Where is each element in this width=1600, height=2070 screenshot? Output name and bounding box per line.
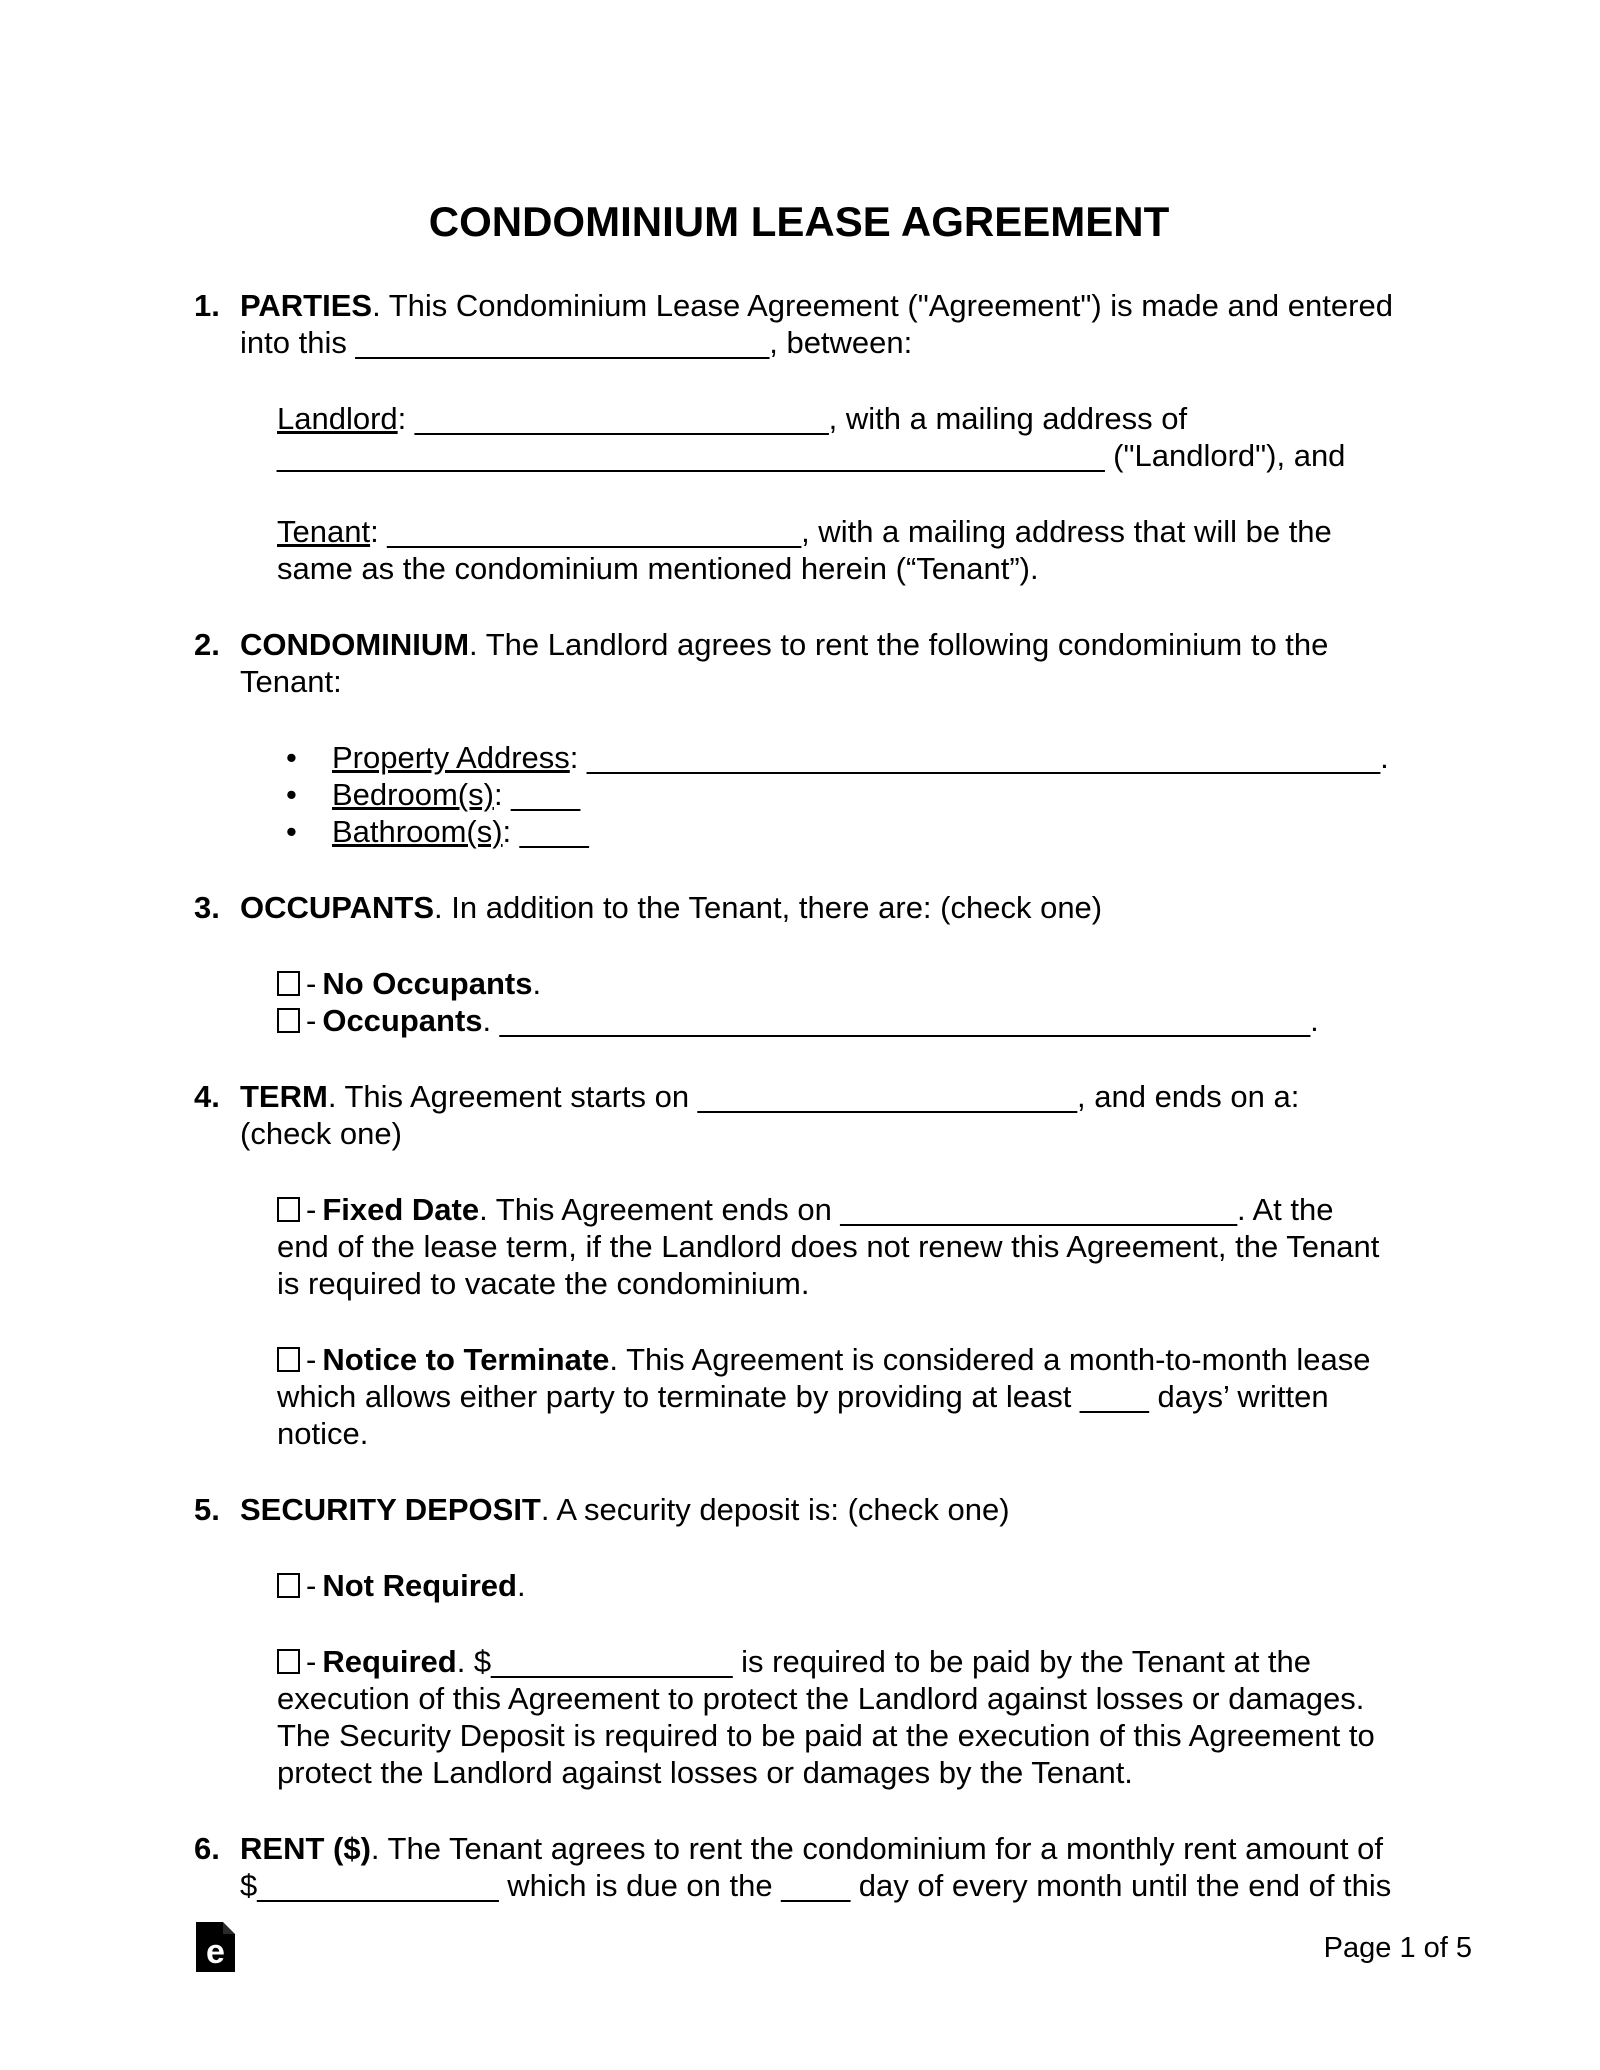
paragraph-line [277, 1643, 1480, 1680]
option-required [277, 1643, 1480, 1791]
bullet-icon: • [286, 740, 297, 775]
option-occupants [277, 1002, 1480, 1039]
option-text: . This Agreement ends on _______________________. At the [479, 1192, 1334, 1227]
section-number: 5. [194, 1492, 220, 1527]
paragraph-line: ________________________________________________ ("Landlord"), and [277, 438, 1346, 473]
section-text: . The Tenant agrees to rent the condominium for a monthly rent amount of [370, 1831, 1383, 1866]
bathrooms-blank: : ____ [502, 814, 589, 849]
bathrooms-item [286, 813, 1480, 850]
paragraph-line [194, 1491, 1480, 1528]
clause-text: : ________________________, with a mailing address of [397, 401, 1188, 436]
property-address-label: Property Address [332, 740, 570, 775]
section-text: . This Agreement starts on ______________________, and ends on a: [327, 1079, 1300, 1114]
paragraph-line: execution of this Agreement to protect the Landlord against losses or damages. [277, 1681, 1365, 1716]
option-fixed-date [277, 1191, 1480, 1302]
paragraph-line [277, 1191, 1480, 1228]
paragraph-line [194, 626, 1480, 663]
section-number: 1. [194, 288, 220, 323]
section-heading: RENT ($) [240, 1831, 371, 1866]
page-number: Page 1 of 5 [1323, 1932, 1472, 1964]
dash-separator: - [306, 1568, 317, 1603]
bullet-icon: • [286, 777, 297, 812]
property-address-item [286, 739, 1480, 776]
property-address-blank: : ______________________________________________. [569, 740, 1389, 775]
occupants-checkbox[interactable] [277, 1008, 300, 1033]
paragraph-line [194, 1830, 1480, 1867]
option-label: Not Required [322, 1568, 517, 1603]
section-number: 2. [194, 627, 220, 662]
option-text: . [532, 966, 542, 1001]
required-checkbox[interactable] [277, 1649, 300, 1674]
section-text: . This Condominium Lease Agreement ("Agreement") is made and entered [372, 288, 1393, 323]
section-heading: PARTIES [240, 288, 373, 323]
option-label: Occupants [322, 1003, 483, 1038]
paragraph-line: is required to vacate the condominium. [277, 1266, 810, 1301]
paragraph-line: same as the condominium mentioned herein (“Tenant”). [277, 551, 1039, 586]
paragraph-line [194, 287, 1480, 324]
tenant-label: Tenant [277, 514, 371, 549]
section-term [194, 1078, 1480, 1152]
option-label: Required [322, 1644, 457, 1679]
section-heading: SECURITY DEPOSIT [240, 1492, 541, 1527]
paragraph-line [194, 889, 1480, 926]
paragraph-line: notice. [277, 1416, 369, 1451]
bullet-icon: • [286, 814, 297, 849]
paragraph-line: (check one) [240, 1116, 402, 1151]
section-number: 6. [194, 1831, 220, 1866]
paragraph-line: which allows either party to terminate by providing at least ____ days’ written [277, 1379, 1329, 1414]
page-title: CONDOMINIUM LEASE AGREEMENT [428, 198, 1170, 245]
option-label: Notice to Terminate [322, 1342, 610, 1377]
section-heading: TERM [240, 1079, 328, 1114]
section-heading: OCCUPANTS [240, 890, 435, 925]
fixed-date-checkbox[interactable] [277, 1197, 300, 1222]
option-label: Fixed Date [322, 1192, 480, 1227]
option-text: . $______________ is required to be paid by the Tenant at the [456, 1644, 1312, 1679]
section-occupants [194, 889, 1480, 926]
section-text: . The Landlord agrees to rent the following condominium to the [469, 627, 1329, 662]
clause-text: : ________________________, with a mailing address that will be the [370, 514, 1332, 549]
dash-separator: - [306, 1003, 317, 1038]
condominium-detail-list [194, 739, 1480, 850]
dash-separator: - [306, 1192, 317, 1227]
option-text: . _______________________________________________. [482, 1003, 1319, 1038]
bedrooms-blank: : ____ [493, 777, 581, 812]
paragraph-line: into this ________________________, between: [240, 325, 913, 360]
occupants-options [277, 965, 1480, 1039]
bedrooms-label: Bedroom(s) [332, 777, 494, 812]
paragraph-line: Tenant: [240, 664, 342, 699]
paragraph-line: $______________ which is due on the ____ day of every month until the end of this [240, 1868, 1392, 1903]
section-condominium [194, 626, 1480, 700]
option-not-required [277, 1567, 1480, 1604]
bedrooms-item [286, 776, 1480, 813]
section-security-deposit [194, 1491, 1480, 1528]
eforms-logo-letter: e [206, 1933, 225, 1971]
section-heading: CONDOMINIUM [240, 627, 470, 662]
paragraph-line: protect the Landlord against losses or damages by the Tenant. [277, 1755, 1133, 1790]
paragraph-line [277, 513, 1480, 550]
bathrooms-label: Bathroom(s) [332, 814, 503, 849]
notice-to-terminate-checkbox[interactable] [277, 1347, 300, 1372]
section-text: . In addition to the Tenant, there are: (check one) [434, 890, 1103, 925]
option-text: . This Agreement is considered a month-to-month lease [609, 1342, 1371, 1377]
section-number: 4. [194, 1079, 220, 1114]
paragraph-line [194, 1078, 1480, 1115]
dash-separator: - [306, 966, 317, 1001]
option-no-occupants [277, 965, 1480, 1002]
section-number: 3. [194, 890, 220, 925]
option-notice-to-terminate [277, 1341, 1480, 1452]
paragraph-line [277, 1341, 1480, 1378]
landlord-label: Landlord [277, 401, 398, 436]
paragraph-line [277, 400, 1480, 437]
paragraph-line: end of the lease term, if the Landlord does not renew this Agreement, the Tenant [277, 1229, 1380, 1264]
paragraph-line [277, 1567, 1480, 1604]
not-required-checkbox[interactable] [277, 1573, 300, 1598]
dash-separator: - [306, 1644, 317, 1679]
option-text: . [516, 1568, 526, 1603]
section-parties [194, 287, 1480, 361]
section-rent [194, 1830, 1480, 1904]
dash-separator: - [306, 1342, 317, 1377]
section-text: . A security deposit is: (check one) [540, 1492, 1010, 1527]
option-label: No Occupants [322, 966, 533, 1001]
no-occupants-checkbox[interactable] [277, 971, 300, 996]
eforms-logo [196, 1922, 235, 1972]
landlord-clause [277, 400, 1480, 474]
tenant-clause [277, 513, 1480, 587]
paragraph-line: The Security Deposit is required to be paid at the execution of this Agreement to [277, 1718, 1375, 1753]
